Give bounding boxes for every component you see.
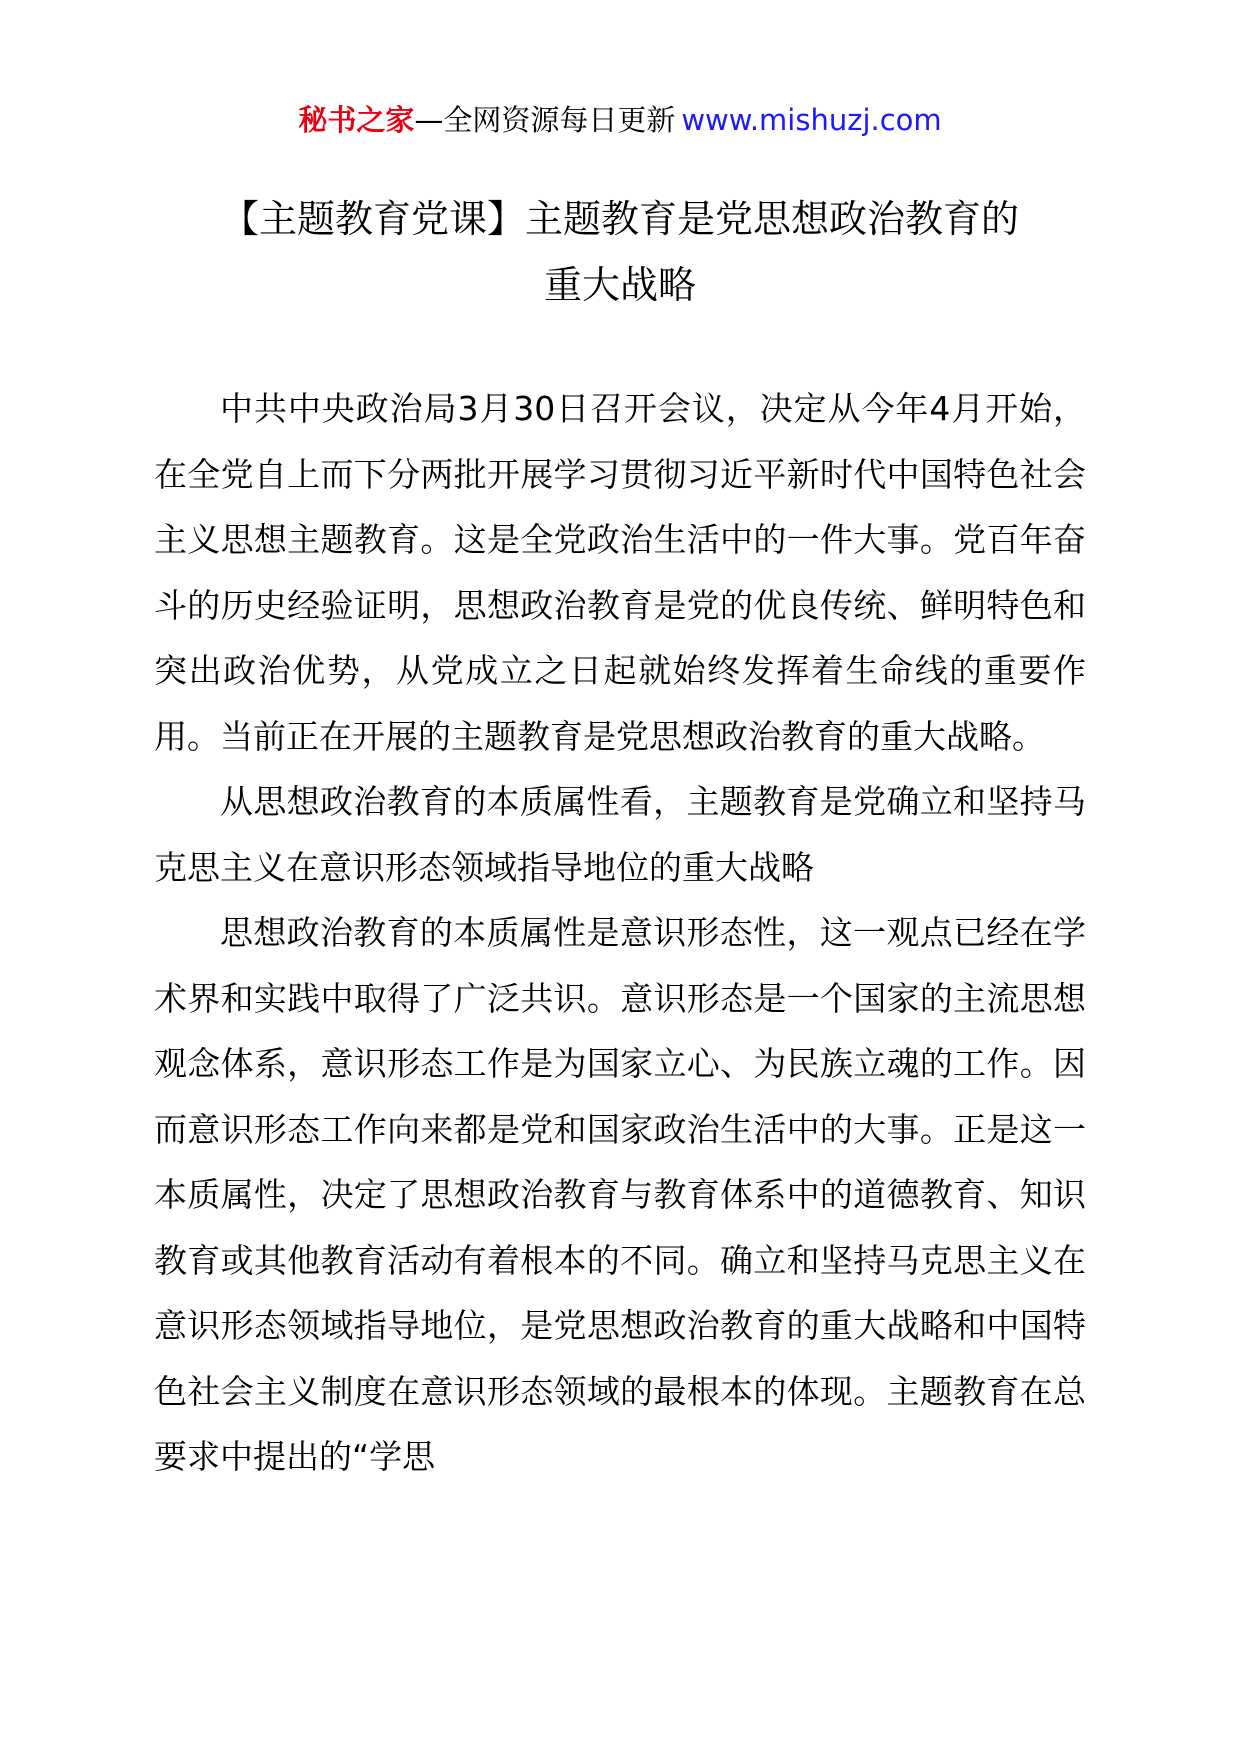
paragraph-essence: 思想政治教育的本质属性是意识形态性，这一观点已经在学术界和实践中取得了广泛共识。意识形态是一个国家的主流思想观念体系，意识形态工作是为国家立心、为民族立魂的工作。因而意识形态工作向来都是党和国家政治生活中的大事。正是这一本质属性，决定了思想政治教育与教育体系中的道德教育、知识教育或其他教育活动有着根本的不同。确立和坚持马克思主义在意识形态领域指导地位，是党思想政治教育的重大战略和中国特色社会主义制度在意识形态领域的最根本的体现。主题教育在总要求中提出的“学思	[154, 913, 1086, 1476]
section-heading: 从思想政治教育的本质属性看，主题教育是党确立和坚持马克思主义在意识形态领域指导地位的重大战略	[154, 782, 1086, 887]
document-body	[154, 376, 1086, 1490]
site-url-link[interactable]: www.mishuzj.com	[681, 103, 942, 137]
banner-slogan: —全网资源每日更新	[414, 103, 676, 137]
title-line-1: 【主题教育党课】主题教育是党思想政治教育的	[220, 197, 1019, 241]
paragraph-intro: 中共中央政治局3月30日召开会议，决定从今年4月开始，在全党自上而下分两批开展学习贯彻习近平新时代中国特色社会主义思想主题教育。这是全党政治生活中的一件大事。党百年奋斗的历史经验证明，思想政治教育是党的优良传统、鲜明特色和突出政治优势，从党成立之日起就始终发挥着生命线的重要作用。当前正在开展的主题教育是党思想政治教育的重大战略。	[154, 389, 1086, 756]
document-title	[150, 186, 1090, 318]
brand-name: 秘书之家	[298, 103, 415, 137]
site-banner	[0, 100, 1240, 140]
title-line-2: 重大战略	[543, 263, 696, 307]
